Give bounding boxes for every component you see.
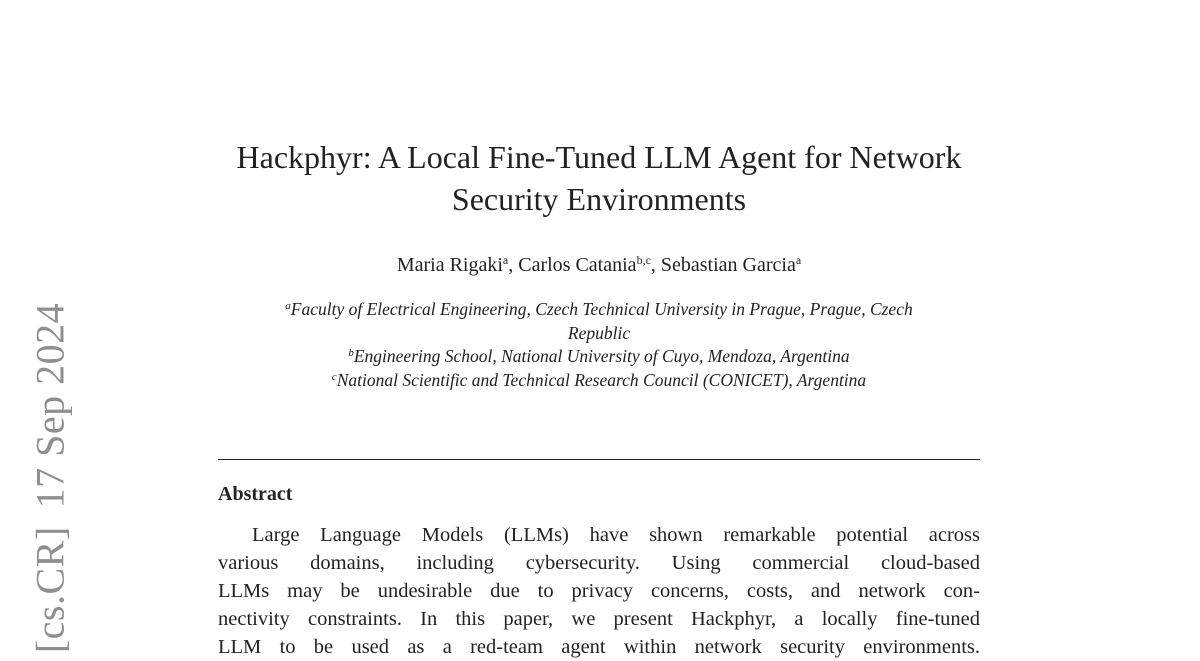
arxiv-category: [cs.CR]	[27, 526, 73, 654]
affiliation-continuation: Republic	[567, 322, 631, 343]
arxiv-side-stamp	[27, 303, 74, 653]
affil-text: National Scientific and Technical Research Council (CONICET), Argentina	[336, 369, 867, 390]
abstract-body	[218, 521, 980, 661]
abstract-heading: Abstract	[218, 483, 293, 505]
abstract-line: various domains, including cybersecurity. Using commercial cloud-based	[218, 552, 980, 574]
abstract-line: LLMs may be undesirable due to privacy concerns, costs, and network con-	[218, 580, 980, 602]
affiliation	[218, 369, 980, 393]
author-name: Maria Rigaki	[396, 254, 503, 276]
arxiv-date: 17 Sep 2024	[27, 302, 73, 509]
affiliation	[218, 345, 980, 369]
author-name: Sebastian Garcia	[660, 254, 796, 276]
affil-text: Engineering School, National University of Cuyo, Mendoza, Argentina	[353, 346, 850, 366]
abstract-line: Large Language Models (LLMs) have shown remarkable potential across	[252, 524, 980, 546]
affil-mark: a	[285, 300, 291, 312]
affil-mark: c	[331, 370, 337, 383]
author-separator: ,	[508, 254, 519, 276]
author-affil-mark: a	[795, 253, 802, 267]
title-line: Hackphyr: A Local Fine-Tuned LLM Agent for Network	[236, 139, 962, 175]
section-divider	[218, 459, 980, 460]
abstract-line: LLM to be used as a red-team agent within network security environments.	[218, 636, 980, 658]
author-separator: ,	[650, 254, 661, 276]
author-list	[218, 252, 980, 278]
affil-mark: b	[348, 347, 354, 359]
affil-text: Faculty of Electrical Engineering, Czech Technical University in Prague, Prague, Czech	[290, 299, 913, 319]
author-affil-mark: b,c	[636, 253, 651, 267]
paper-title	[218, 136, 980, 220]
title-line: Security Environments	[451, 181, 747, 217]
affiliation	[218, 298, 980, 322]
author-name: Carlos Catania	[518, 254, 637, 276]
author-affil-mark: a	[502, 253, 509, 267]
affiliation-list	[218, 298, 980, 392]
abstract-line: nectivity constraints. In this paper, we present Hackphyr, a locally fine-tuned	[218, 608, 980, 630]
